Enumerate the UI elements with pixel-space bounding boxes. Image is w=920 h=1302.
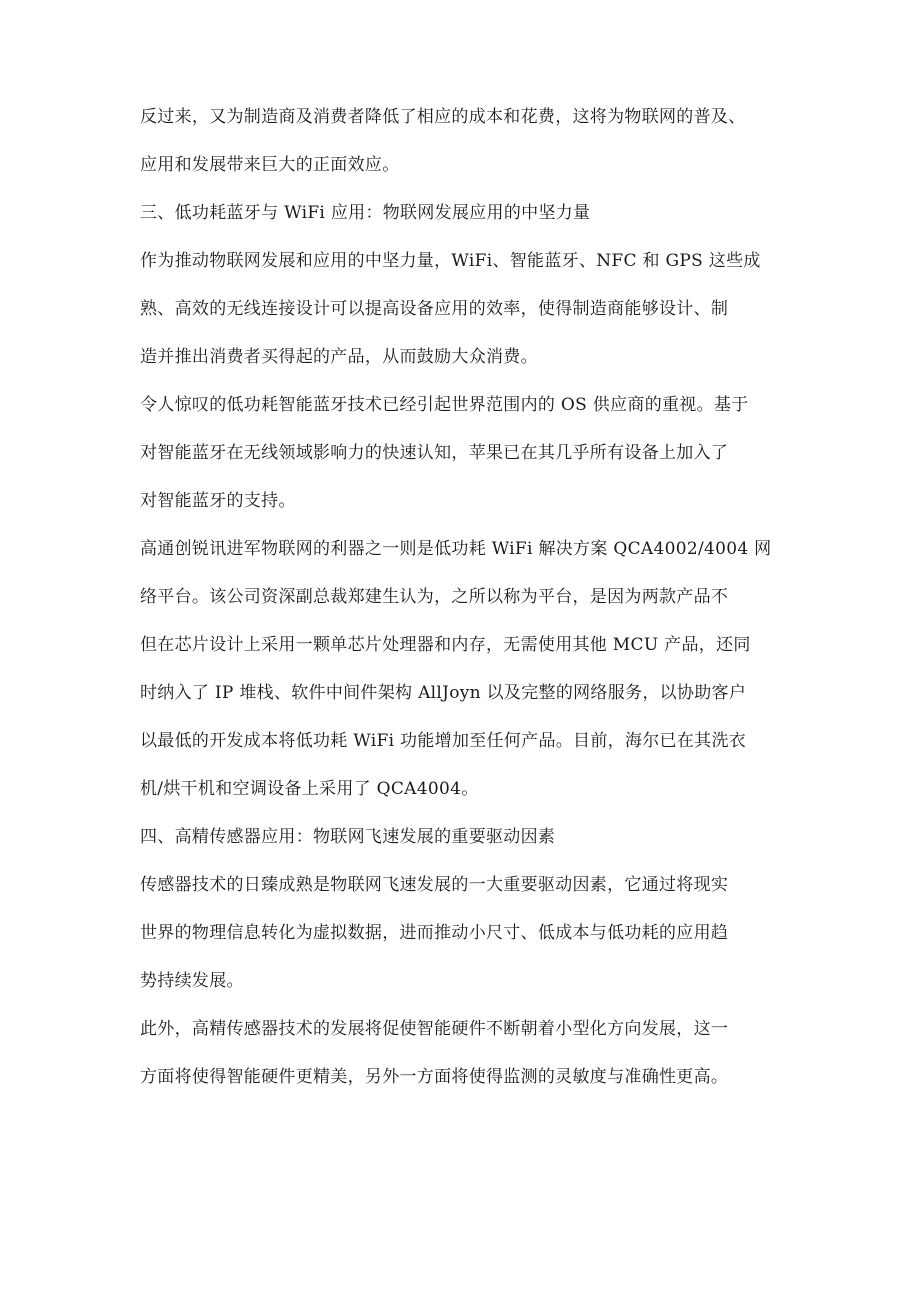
text-line: 势持续发展。 xyxy=(140,971,244,991)
text-line: 方面将使得智能硬件更精美，另外一方面将使得监测的灵敏度与准确性更高。 xyxy=(140,1067,729,1087)
document-body xyxy=(140,104,780,1090)
text-line: 以最低的开发成本将低功耗 WiFi 功能增加至任何产品。目前，海尔已在其洗衣 xyxy=(140,731,747,751)
text-line: 应用和发展带来巨大的正面效应。 xyxy=(140,155,400,175)
section-heading-3 xyxy=(140,200,780,226)
section-heading-4 xyxy=(140,824,780,850)
text-line: 令人惊叹的低功耗智能蓝牙技术已经引起世界范围内的 OS 供应商的重视。基于 xyxy=(140,395,749,415)
text-line: 时纳入了 IP 堆栈、软件中间件架构 AllJoyn 以及完整的网络服务，以协助客户 xyxy=(140,683,747,703)
heading-text: 四、高精传感器应用：物联网飞速发展的重要驱动因素 xyxy=(140,827,556,847)
paragraph-sensors xyxy=(140,872,780,994)
text-line: 世界的物理信息转化为虚拟数据，进而推动小尺寸、低成本与低功耗的应用趋 xyxy=(140,923,729,943)
paragraph-miniaturization xyxy=(140,1016,780,1090)
text-line: 但在芯片设计上采用一颗单芯片处理器和内存，无需使用其他 MCU 产品，还同 xyxy=(140,635,751,655)
text-line: 络平台。该公司资深副总裁郑建生认为，之所以称为平台，是因为两款产品不 xyxy=(140,587,729,607)
text-line: 对智能蓝牙在无线领域影响力的快速认知，苹果已在其几乎所有设备上加入了 xyxy=(140,443,729,463)
text-line: 机/烘干机和空调设备上采用了 QCA4004。 xyxy=(140,779,479,799)
heading-text: 三、低功耗蓝牙与 WiFi 应用：物联网发展应用的中坚力量 xyxy=(140,203,591,223)
text-line: 造并推出消费者买得起的产品，从而鼓励大众消费。 xyxy=(140,347,538,367)
paragraph-bluetooth xyxy=(140,392,780,514)
text-line: 传感器技术的日臻成熟是物联网飞速发展的一大重要驱动因素，它通过将现实 xyxy=(140,875,729,895)
text-line: 高通创锐讯进军物联网的利器之一则是低功耗 WiFi 解决方案 QCA4002/4004 网 xyxy=(140,539,772,559)
text-line: 作为推动物联网发展和应用的中坚力量，WiFi、智能蓝牙、NFC 和 GPS 这些成 xyxy=(140,251,761,271)
paragraph-intro xyxy=(140,104,780,178)
text-line: 熟、高效的无线连接设计可以提高设备应用的效率，使得制造商能够设计、制 xyxy=(140,299,729,319)
paragraph-qualcomm xyxy=(140,536,780,802)
text-line: 反过来，又为制造商及消费者降低了相应的成本和花费，这将为物联网的普及、 xyxy=(140,107,746,127)
text-line: 此外，高精传感器技术的发展将促使智能硬件不断朝着小型化方向发展，这一 xyxy=(140,1019,729,1039)
text-line: 对智能蓝牙的支持。 xyxy=(140,491,296,511)
paragraph-wireless xyxy=(140,248,780,370)
